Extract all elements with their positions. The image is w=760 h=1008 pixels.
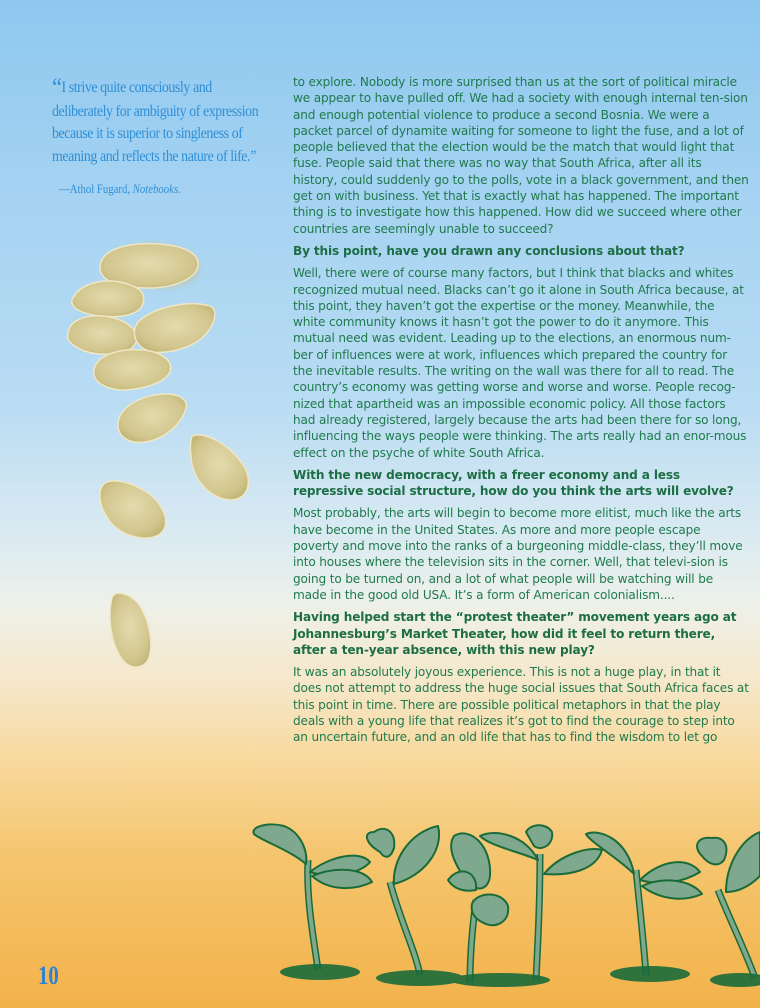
pull-quote	[52, 73, 274, 167]
open-quote-mark: “	[52, 73, 62, 102]
article-body	[293, 74, 749, 752]
pull-quote-attribution	[59, 182, 181, 197]
interview-question: With the new democracy, with a freer economy and a less repressive social structure, how do you think the arts will evolve?	[293, 467, 734, 499]
interview-question: Having helped start the “protest theater” movement years ago at Johannesburg’s Market Theater, how did it feel to return there, after a ten-year absence, with this new play?	[293, 610, 737, 657]
answer-paragraph: It was an absolutely joyous experience. This is not a huge play, in that it does not attempt to address the huge social issues that South Africa faces at this point in time. There are possible political metaphors in that the play deals with a young life that realizes it’s got to find the courage to step into an uncertain future, and an old life that has to find the wisdom to let go	[293, 665, 749, 745]
answer-paragraph: Most probably, the arts will begin to become more elitist, much like the arts have become in the United States. As more and more people escape poverty and move into the ranks of a burgeoning middle-class, they’ll move into houses where the television sits in the corner. Well, that televi-sion is going to be turned on, and a lot of what people will be watching will be made in the good old USA. It’s a form of American colonialism....	[293, 506, 743, 602]
interview-question: By this point, have you drawn any conclusions about that?	[293, 243, 685, 258]
answer-paragraph: Well, there were of course many factors, but I think that blacks and whites recognized mutual need. Blacks can’t go it alone in South Africa because, at this point, they haven’t got the expertise or the money. Meanwhile, the white community knows it hasn’t got the power to do it anymore. This mutual need was evident. Leading up to the elections, an enormous num-ber of influences were at work, influences which prepared the country for the inevitable results. The writing on the wall was there for all to read. The country’s economy was getting worse and worse and worse. People recog-nized that apartheid was an impossible economic policy. All those factors had already registered, largely because the arts had been there for so long, influencing the ways people were thinking. The arts really had an enor-mous effect on the psyche of white South Africa.	[293, 266, 747, 460]
seedlings-illustration	[240, 810, 760, 1008]
attribution-author: —Athol Fugard,	[59, 182, 133, 196]
pumpkin-seeds-illustration	[60, 230, 280, 700]
pull-quote-text: I strive quite consciously and deliberately for ambiguity of expression because it is superior to singleness of meaning and reflects the nature of life.”	[52, 78, 259, 165]
attribution-source: Notebooks.	[132, 182, 181, 196]
page-number: 10	[38, 961, 59, 990]
answer-paragraph: to explore. Nobody is more surprised than us at the sort of political miracle we appear to have pulled off. We had a society with enough internal ten-sion and enough potential violence to produce a second Bosnia. We were a packet parcel of dynamite waiting for someone to light the fuse, and a lot of people believed that the election would be the match that would light that fuse. People said that there was no way that South Africa, after all its history, could suddenly go to the polls, vote in a black government, and then get on with business. Yet that is exactly what has happened. The important thing is to investigate how this happened. How did we succeed where other countries are seemingly unable to succeed?	[293, 75, 749, 236]
